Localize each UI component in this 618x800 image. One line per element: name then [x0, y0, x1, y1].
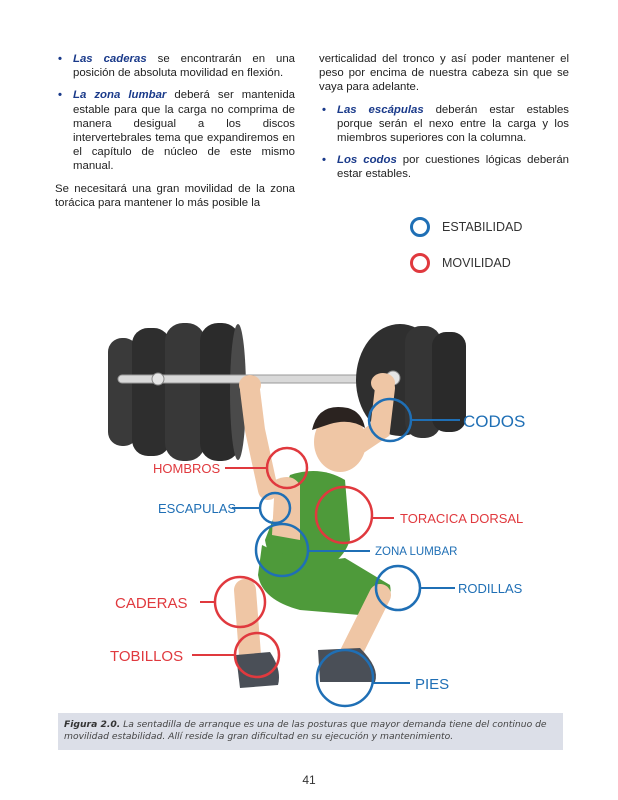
bullet-dot: •: [322, 154, 326, 167]
bullet-codos: [319, 153, 569, 181]
legend-mobility: [410, 253, 511, 273]
legend-stability-label: ESTABILIDAD: [442, 220, 523, 234]
barbell-left-plates: [108, 323, 246, 461]
bullet-dot: •: [322, 103, 326, 116]
bullet-keyword: Las caderas: [73, 53, 147, 65]
legend-stability: [410, 217, 522, 237]
label-toracica-dorsal: TORACICA DORSAL: [400, 511, 524, 526]
bullet-keyword: Los codos: [337, 154, 397, 167]
bullet-dot: •: [58, 89, 62, 102]
weightlifter-figure: [0, 290, 618, 710]
right-text-column: [319, 52, 569, 190]
label-tobillos: TOBILLOS: [110, 648, 184, 665]
caption-text: La sentadilla de arranque es una de las posturas que mayor demanda tiene del continuo de movilidad estabilidad. Allí reside la gran dificultad en su ejecución y mantenimiento.: [64, 719, 547, 742]
paragraph-verticalidad: verticalidad del tronco y así poder mantener el peso por encima de nuestra cabeza sin que se vaya para adelante.: [319, 53, 569, 94]
bullet-dot: •: [58, 53, 62, 65]
bullet-text: por cuestiones lógicas deberán estar estables.: [337, 154, 569, 181]
bullet-text: deberá ser mantenida estable para que la carga no comprima de manera desigual a los discos intervertebrales tema que expandiremos en el capítulo de núcleo de este mismo manual.: [73, 89, 296, 173]
caption-figure-ref: Figura 2.0.: [64, 719, 121, 730]
page-number: 41: [302, 773, 316, 787]
bullet-keyword: La zona lumbar: [73, 89, 167, 102]
label-rodillas: RODILLAS: [458, 581, 523, 596]
athlete: [236, 373, 395, 688]
bullet-keyword: Las escápulas: [337, 103, 424, 116]
label-hombros: HOMBROS: [153, 461, 221, 476]
legend-mobility-label: MOVILIDAD: [442, 256, 511, 270]
bullet-escapulas: [319, 103, 569, 146]
figure-caption: [58, 713, 563, 750]
bullet-text: se encontrarán en una posición de absoluta movilidad en flexión.: [73, 53, 295, 80]
label-caderas: CADERAS: [115, 595, 188, 612]
label-escapulas: ESCAPULAS: [158, 501, 237, 516]
bullet-zona-lumbar: [55, 88, 295, 173]
label-codos: CODOS: [463, 412, 526, 431]
mobility-ring-icon: [410, 253, 430, 273]
label-zona-lumbar: ZONA LUMBAR: [375, 546, 458, 558]
bullet-text: deberán estar estables porque serán el nexo entre la carga y los miembros superiores con la columna.: [337, 103, 569, 145]
paragraph-toracica: Se necesitará una gran movilidad de la zona torácica para mantener lo más posible la: [55, 182, 295, 209]
label-pies: PIES: [415, 676, 450, 693]
left-text-column: [55, 52, 295, 218]
stability-ring-icon: [410, 217, 430, 237]
bullet-caderas: [55, 52, 295, 80]
